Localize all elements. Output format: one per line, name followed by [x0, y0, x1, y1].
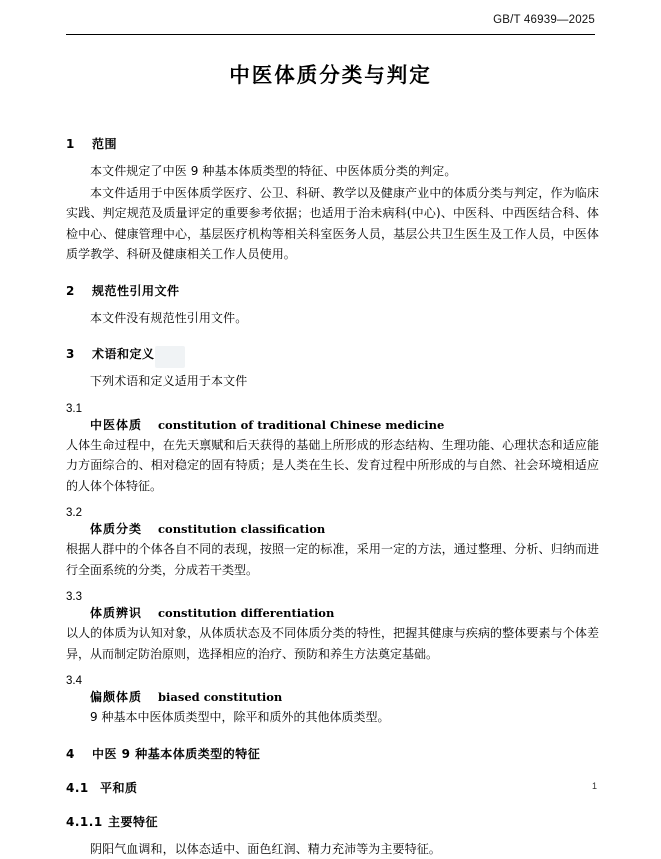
page-number: 1	[592, 781, 597, 791]
section-heading-4	[66, 745, 599, 762]
term-name-cn-3-4: 偏颇体质	[90, 690, 142, 704]
term-name-en-3-2: constitution classification	[158, 522, 325, 536]
section-4-1-1-paragraph: 阴阳气血调和，以体态适中、面色红润、精力充沛等为主要特征。	[66, 839, 599, 859]
term-name-cn-3-1: 中医体质	[90, 418, 142, 432]
section-heading-4-1	[66, 779, 599, 796]
section-number-4: 4	[66, 747, 92, 761]
term-name-en-3-1: constitution of traditional Chinese medicine	[158, 418, 444, 432]
term-definition-3-4: 9 种基本中医体质类型中，除平和质外的其他体质类型。	[66, 707, 599, 728]
section-title-3: 术语和定义	[92, 347, 155, 361]
document-body	[66, 118, 599, 859]
section-number-1: 1	[66, 137, 92, 151]
section-title-4-1: 平和质	[100, 781, 138, 795]
term-name-en-3-4: biased constitution	[158, 690, 282, 704]
standard-number: GB/T 46939—2025	[493, 14, 595, 26]
section-1-paragraph-1: 本文件规定了中医 9 种基本体质类型的特征、中医体质分类的判定。	[66, 161, 599, 182]
section-number-2: 2	[66, 284, 92, 298]
section-heading-2	[66, 282, 599, 299]
term-definition-3-2: 根据人群中的个体各自不同的表现，按照一定的标准，采用一定的方法，通过整理、分析、归纳而进行全面系统的分类，分成若干类型。	[66, 539, 599, 580]
section-number-4-1: 4.1	[66, 781, 100, 795]
term-name-en-3-3: constitution differentiation	[158, 606, 334, 620]
term-definition-3-1: 人体生命过程中，在先天禀赋和后天获得的基础上所形成的形态结构、生理功能、心理状态和适应能力方面综合的、相对稳定的固有特质；是人类在生长、发育过程中所形成的与自然、社会环境相适应的人体个体特征。	[66, 435, 599, 497]
term-entry-3-2	[90, 520, 599, 537]
section-3-paragraph-1: 下列术语和定义适用于本文件	[66, 371, 599, 392]
header-divider	[66, 34, 595, 35]
section-number-3: 3	[66, 347, 92, 361]
section-title-2: 规范性引用文件	[92, 284, 180, 298]
section-title-4: 中医 9 种基本体质类型的特征	[92, 747, 260, 761]
section-title-1: 范围	[92, 137, 117, 151]
section-heading-3	[66, 345, 599, 362]
term-definition-3-3: 以人的体质为认知对象，从体质状态及不同体质分类的特性，把握其健康与疾病的整体要素与个体差异，从而制定防治原则，选择相应的治疗、预防和养生方法奠定基础。	[66, 623, 599, 664]
term-entry-3-3	[90, 604, 599, 621]
section-heading-1	[66, 135, 599, 152]
clause-number-3-2: 3.2	[66, 507, 599, 519]
clause-number-3-3: 3.3	[66, 591, 599, 603]
section-heading-4-1-1	[66, 813, 599, 830]
section-title-4-1-1: 主要特征	[108, 815, 158, 829]
term-entry-3-4	[90, 688, 599, 705]
clause-number-3-1: 3.1	[66, 403, 599, 415]
page-header	[66, 14, 595, 36]
clause-number-3-4: 3.4	[66, 675, 599, 687]
section-number-4-1-1: 4.1.1	[66, 815, 108, 829]
page-title: 中医体质分类与判定	[0, 58, 661, 88]
section-1-paragraph-2: 本文件适用于中医体质学医疗、公卫、科研、教学以及健康产业中的体质分类与判定，作为临床实践、判定规范及质量评定的重要参考依据；也适用于治未病科(中心)、中医科、中西医结合科、体检中心、健康管理中心，基层医疗机构等相关科室医务人员，基层公共卫生医生及工作人员，中医体质学教学、科研及健康相关工作人员使用。	[66, 183, 599, 265]
term-name-cn-3-3: 体质辨识	[90, 606, 142, 620]
section-2-paragraph-1: 本文件没有规范性引用文件。	[66, 308, 599, 329]
term-name-cn-3-2: 体质分类	[90, 522, 142, 536]
term-entry-3-1	[90, 416, 599, 433]
